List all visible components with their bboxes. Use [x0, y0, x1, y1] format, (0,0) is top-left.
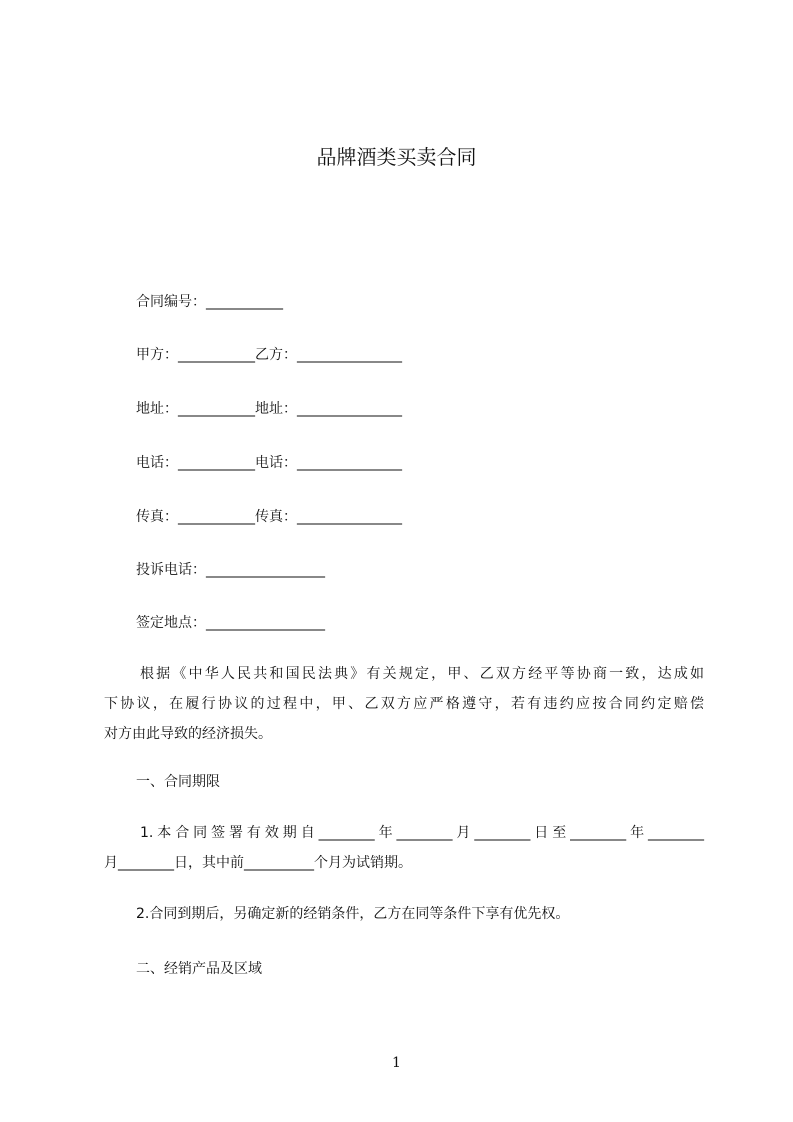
term-clause-2: 2.合同到期后，另确定新的经销条件，乙方在同等条件下享有优先权。 [136, 906, 570, 922]
section-1-heading: 一、合同期限 [136, 774, 220, 790]
intro-line-2: 下协议，在履行协议的过程中，甲、乙双方应严格遵守，若有违约应按合同约定赔偿 [104, 696, 704, 712]
page-number: 1 [392, 1055, 401, 1071]
intro-paragraph [104, 659, 704, 749]
contract-number-field: 合同编号：___________ [136, 294, 283, 310]
party-names-field: 甲方：___________乙方：_______________ [136, 347, 402, 363]
complaint-phone-field: 投诉电话：_________________ [136, 562, 325, 578]
document-title: 品牌酒类买卖合同 [316, 145, 477, 169]
term-clause-1-line-2: 月________日，其中前__________个月为试销期。 [104, 855, 412, 871]
intro-line-3: 对方由此导致的经济损失。 [104, 726, 272, 742]
signing-place-field: 签定地点：_________________ [136, 615, 325, 631]
phone-field: 电话：___________电话：_______________ [136, 455, 402, 471]
section-2-heading: 二、经销产品及区域 [136, 961, 262, 977]
intro-line-1: 根据《中华人民共和国民法典》有关规定，甲、乙双方经平等协商一致，达成如 [140, 666, 704, 682]
term-clause-1 [104, 818, 704, 878]
address-field: 地址：___________地址：_______________ [136, 401, 402, 417]
term-clause-1-line-1: 1.本合同签署有效期自________年________月________日至________年________ [140, 825, 704, 841]
fax-field: 传真：___________传真：_______________ [136, 509, 402, 525]
